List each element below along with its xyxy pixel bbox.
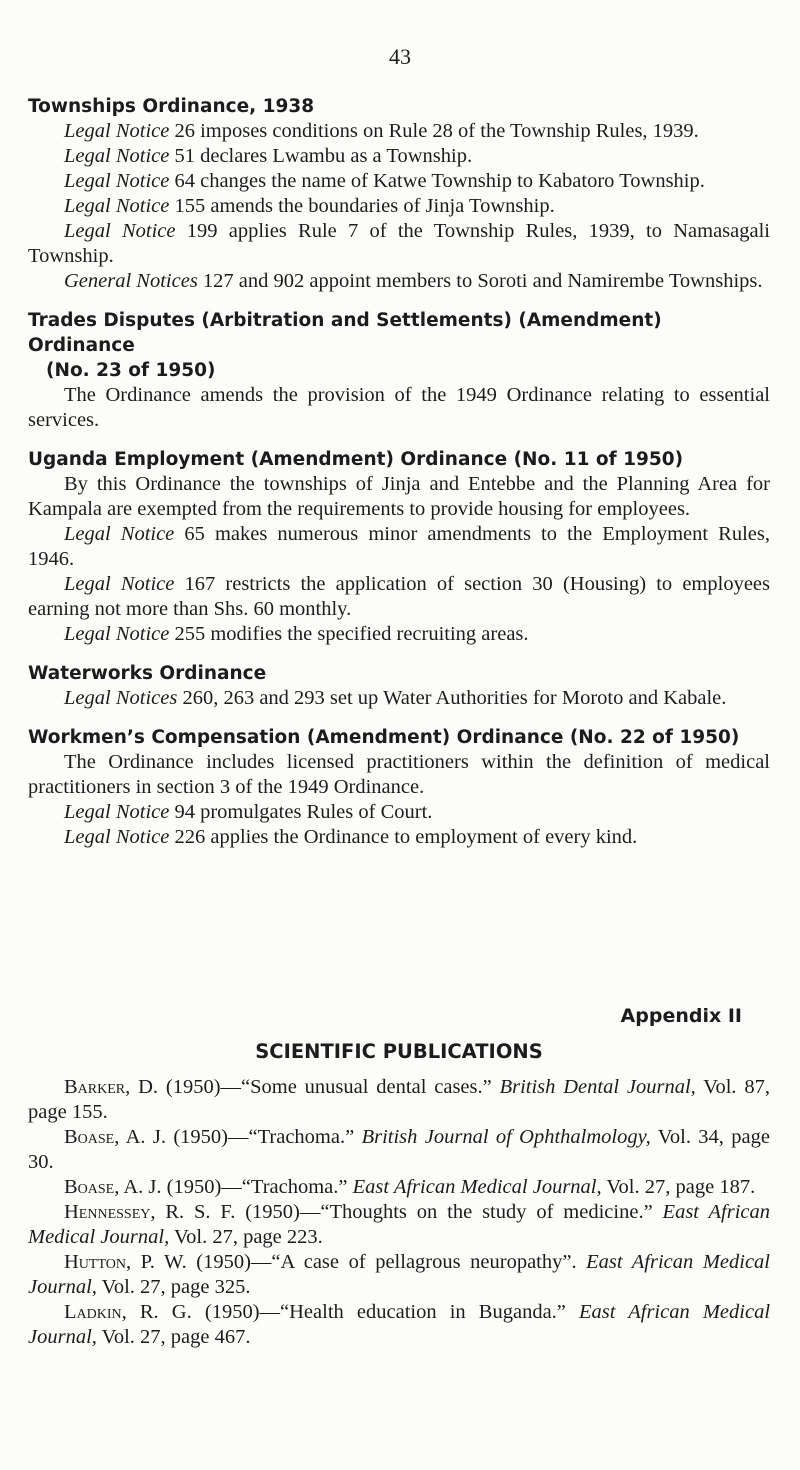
appendix-title: SCIENTIFIC PUBLICATIONS [255,1040,543,1063]
reference-journal: East African Medical Journal, [28,1251,770,1298]
reference-journal: East African Medical Journal, [28,1201,770,1248]
paragraph-text: The Ordinance includes licensed practitioners within the definition of medical practitioners in section 3 of the 1949 Ordinance. [28,751,770,798]
reference-entry [28,1200,770,1250]
reference-journal: British Journal of Ophthalmology, [361,1126,651,1148]
paragraph-text: 94 promulgates Rules of Court. [169,801,433,823]
paragraph-text: 255 modifies the specified recruiting areas. [169,623,529,645]
section-heading: Workmen’s Compensation (Amendment) Ordinance (No. 22 of 1950) [28,727,740,748]
reference-author: Barker, D. [64,1076,159,1098]
paragraph-lead: Legal Notice [64,826,170,848]
paragraph-lead: Legal Notice [64,220,176,242]
reference-text: (1950)—“Thoughts on the study of medicine.” [235,1201,663,1223]
paragraph [28,522,770,572]
section-waterworks [28,661,770,711]
paragraph-text: 155 amends the boundaries of Jinja Township. [169,195,555,217]
reference-text: (1950)—“A case of pellagrous neuropathy”. [186,1251,587,1273]
paragraph [28,686,770,711]
reference-text: (1950)—“Some unusual dental cases.” [158,1076,500,1098]
reference-text: (1950)—“Health education in Buganda.” [191,1301,580,1323]
reference-entry [28,1125,770,1175]
paragraph-lead: Legal Notice [64,623,170,645]
reference-entry [28,1300,770,1350]
paragraph [28,572,770,622]
reference-journal: East African Medical Journal, [28,1301,771,1348]
section-heading: Waterworks Ordinance [28,663,267,684]
reference-text: (1950)—“Trachoma.” [161,1176,353,1198]
reference-tail: Vol. 34, page 30. [28,1126,770,1173]
paragraph-text: 51 declares Lwambu as a Township. [169,145,473,167]
section-trades-disputes [28,308,770,433]
paragraph [28,219,770,269]
reference-author: Ladkin, R. G. [64,1301,192,1323]
paragraph [28,750,770,800]
paragraph [28,169,770,194]
paragraph [28,622,770,647]
section-heading: Trades Disputes (Arbitration and Settlements) (Amendment) Ordinance [28,310,662,356]
reference-author: Hutton, P. W. [64,1251,187,1273]
paragraph-text: 127 and 902 appoint members to Soroti and Namirembe Townships. [197,270,763,292]
section-heading-continued: (No. 23 of 1950) [46,360,216,381]
section-heading: Townships Ordinance, 1938 [28,96,315,117]
reference-tail: Vol. 87, page 155. [28,1076,770,1123]
reference-author: Hennessey, R. S. F. [64,1201,236,1223]
paragraph-text: 26 imposes conditions on Rule 28 of the Township Rules, 1939. [169,120,699,142]
reference-entry [28,1075,770,1125]
paragraph [28,383,770,433]
paragraph-lead: Legal Notice [64,145,170,167]
reference-author: Boase, A. J. [64,1126,166,1148]
paragraph-lead: Legal Notice [64,523,175,545]
reference-tail: Vol. 27, page 467. [96,1326,251,1348]
paragraph-text: 64 changes the name of Katwe Township to Kabatoro Township. [169,170,705,192]
appendix-section [28,1003,770,1350]
ordinances-content [28,94,770,864]
page-number: 43 [389,44,411,69]
section-townships [28,94,770,294]
section-uganda-employment [28,447,770,647]
paragraph [28,194,770,219]
paragraph-text: 260, 263 and 293 set up Water Authorities for Moroto and Kabale. [177,687,727,709]
paragraph [28,472,770,522]
reference-journal: British Dental Journal, [499,1076,696,1098]
reference-tail: Vol. 27, page 223. [169,1226,323,1248]
paragraph-lead: Legal Notice [64,120,170,142]
paragraph-lead: Legal Notice [64,573,175,595]
paragraph [28,800,770,825]
paragraph-lead: Legal Notice [64,195,170,217]
appendix-label: Appendix II [620,1005,742,1027]
reference-tail: Vol. 27, page 325. [96,1276,251,1298]
paragraph-text: 226 applies the Ordinance to employment of every kind. [169,826,638,848]
paragraph-lead: Legal Notice [64,170,170,192]
paragraph-text: 167 restricts the application of section 30 (Housing) to employees earning not more than Shs. 60 monthly. [28,573,770,620]
reference-journal: East African Medical Journal, [352,1176,602,1198]
paragraph-text: 65 makes numerous minor amendments to the Employment Rules, 1946. [28,523,770,570]
paragraph [28,119,770,144]
section-workmens-compensation [28,725,770,850]
section-heading: Uganda Employment (Amendment) Ordinance (No. 11 of 1950) [28,449,684,470]
reference-entry [28,1250,770,1300]
paragraph-text: 199 applies Rule 7 of the Township Rules, 1939, to Namasagali Township. [28,220,770,267]
reference-author: Boase, A. J. [64,1176,162,1198]
paragraph [28,825,770,850]
reference-tail: Vol. 27, page 187. [601,1176,756,1198]
paragraph [28,269,770,294]
paragraph [28,144,770,169]
paragraph-text: By this Ordinance the townships of Jinja and Entebbe and the Planning Area for Kampala are exempted from the requirements to provide housing for employees. [28,473,770,520]
paragraph-lead: Legal Notices [64,687,178,709]
paragraph-text: The Ordinance amends the provision of the 1949 Ordinance relating to essential services. [28,384,770,431]
reference-text: (1950)—“Trachoma.” [165,1126,362,1148]
paragraph-lead: Legal Notice [64,801,170,823]
reference-entry [28,1175,770,1200]
paragraph-lead: General Notices [64,270,198,292]
